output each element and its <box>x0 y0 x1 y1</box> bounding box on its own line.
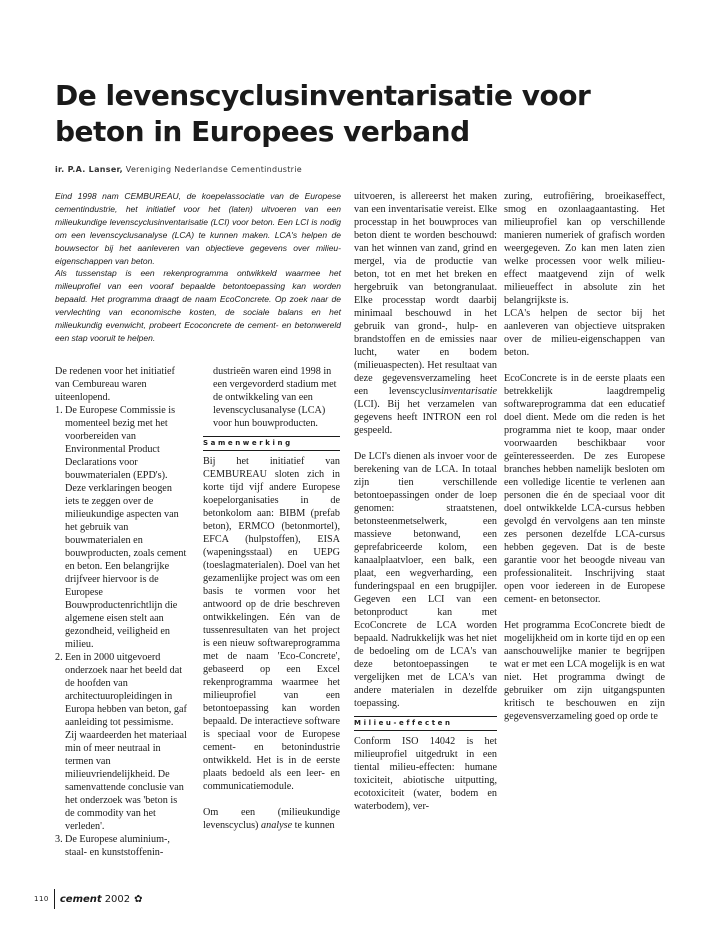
author-line <box>55 164 655 176</box>
list-number: 2. <box>55 652 63 663</box>
magazine-name: cement <box>59 893 102 905</box>
body-paragraph: EcoConcrete is in de eerste plaats een betrekkelijk laagdrempelig softwareprogramma dat een educatief doel dient. Mede om die reden is het programma niet te koop, maar onder voorwaarden beschikbaar voor geïnteresseerden. De zes Europese branches hebben namelijk besloten om een volledige licentie te verlenen aan personen die én de speciaal voor dit doel ontwikkelde LCA-cursus hebben gevolgd én vervolgens aan ten minste zes personen dezelfde LCA-cursus hebben gegeven. Dat is de beste garantie voor het beoogde niveau van professionaliteit. Inschrijving staat open voor iedereen in de Europese cement- en betonsector. <box>504 373 665 605</box>
magazine-year: 2002 <box>104 893 131 905</box>
footer-divider <box>54 889 55 909</box>
list-text: De Europese aluminium-, staal- en kunststoffenin- <box>65 834 170 858</box>
list-text: De Europese Commissie is momenteel bezig met het voorbereiden van Environmental Product Declarations voor bouwmaterialen (EPD's). Deze verklaringen beogen iets te zeggen over de milieukundige aspecten van het gebruik van bouwmaterialen en bouwproducten, zoals cement en beton. Een belangrijke drijfveer hiervoor is de Europese Bouwproductenrichtlijn die algemene eisen stelt aan gezondheid, veiligheid en milieu. <box>65 405 187 650</box>
column-4 <box>504 190 665 723</box>
body-paragraph: zuring, eutrofiëring, broeikaseffect, smog en ozonlaagaantasting. Het milieuprofiel kan op verschillende manieren numeriek of grafisch worden weergegeven. Zo kan men laten zien welke processen voor welk milieu-effect maatgevend zijn of welk milieueffect in absolute zin het belangrijkste is. <box>504 191 665 306</box>
section-heading-samenwerking: Samenwerking <box>203 436 340 451</box>
author-affiliation: Vereniging Nederlandse Cementindustrie <box>122 165 303 174</box>
body-paragraph: Bij het initiatief van CEMBUREAU sloten zich in korte tijd vijf andere Europese koepelorganisaties in de betonkolom aan: BIBM (prefab beton), ERMCO (betonmortel), EFCA (hulpstoffen), EISA (wapeningsstaal) en UEPG (toeslagmaterialen). Doel van het gezamenlijke project was om een basis te vormen voor het antwoord op de drie beschreven ontwikkelingen. Eén van de tussenresultaten van het project is een nieuw softwareprogramma met de naam 'Eco-Concrete', gebaseerd op een Excel rekenprogramma waarmee het milieuprofiel van een betontoepassing kan worden bepaald. De interactieve software is speciaal voor de Europese cement- en betonindustrie ontwikkeld. Het is in de eerste plaats bedoeld als een leer- en communicatiemodule. <box>203 456 340 792</box>
page-footer <box>34 889 143 909</box>
page-number: 110 <box>34 895 49 903</box>
list-text: Een in 2000 uitgevoerd onderzoek naar het beeld dat de hoofden van architectuuropleidingen in Europa hebben van beton, gaf aanleiding tot pessimisme. Zij waardeerden het materiaal min of meer neutraal in termen van milieuvriendelijkheid. De samenvattende conclusie van het onderzoek was 'beton is de commodity van het verleden'. <box>65 652 187 832</box>
list-number: 3. <box>55 834 63 845</box>
gear-icon: ✿ <box>134 893 143 905</box>
section-heading-milieu-effecten: Milieu-effecten <box>354 716 497 731</box>
intro-paragraph: Als tussenstap is een rekenprogramma ontwikkeld waarmee het milieuprofiel van een vooraf bepaalde betontoepassing kan worden bepaald. Het programma draagt de naam EcoConcrete. Op zoek naar de vervlechting van economische kosten, de sociale balans en het milieukundig evenwicht, probeert Ecoconcrete de cement- en betonwereld een stap vooruit te helpen. <box>55 268 341 343</box>
list-number: 1. <box>55 405 63 416</box>
reasons-list <box>55 404 187 859</box>
list-continuation: dustrieën waren eind 1998 in een vergevorderd stadium met de ontwikkeling van een levenscyclusanalyse (LCA) voor hun bouwproducten. <box>213 366 337 429</box>
column-3 <box>354 190 497 813</box>
body-paragraph: LCA's helpen de sector bij het aanleveren van objectieve uitspraken over de milieu-eigenschappen van beton. <box>504 308 665 358</box>
author-name: ir. P.A. Lanser, <box>55 165 123 174</box>
list-item <box>55 651 187 833</box>
body-paragraph: Conform ISO 14042 is het milieuprofiel uitgedrukt in een tiental milieu-effecten: humane toxiciteit, abiotische uitputting, ecotoxiciteit (water, bodem en waterbodem), ver- <box>354 736 497 812</box>
body-paragraph: Om een (milieukundige levenscyclus) analyse te kunnen <box>203 807 340 831</box>
column-2 <box>203 365 340 832</box>
body-paragraph: De LCI's dienen als invoer voor de berekening van de LCA. In totaal zijn tien verschillende betontoepassingen onder de loep genomen: straatstenen, betonsteenmetselwerk, een massieve betonwand, een geprefabriceerde kolom, een kanaalplaatvloer, een balk, een plaat, een wegverharding, een funderingspaal en een brugpijler. Gegeven een LCI van een betonproduct kan met EcoConcrete de LCA worden bepaald. Nadrukkelijk was het niet de bedoeling om de LCA's van deze betontoepassingen te vergelijken met de LCA's van andere materialen in dezelfde toepassing. <box>354 451 497 709</box>
column-1-lead: De redenen voor het initiatief van Cembureau waren uiteenlopend. <box>55 366 175 403</box>
body-paragraph: Het programma EcoConcrete biedt de mogelijkheid om in korte tijd en op een aanschouwelijke manier te begrijpen wat er met een LCA mogelijk is en wat niet. Het programma dwingt de gebruiker om zijn uitgangspunten kritisch te beschouwen en zijn gegevensverzameling goed op orde te <box>504 620 665 722</box>
column-1 <box>55 365 187 859</box>
list-item <box>55 833 187 859</box>
body-paragraph: uitvoeren, is allereerst het maken van een inventarisatie vereist. Elke processtap in het bouwproces van beton dient te worden beschouwd: van het winnen van zand, grind en mergel, via de productie van beton, tot en met het breken en hergebruik van betongranulaat. Elke processtap wordt daarbij minimaal beschouwd in het gebruik van grond-, hulp- en brandstoffen en de emissies naar lucht, water en bodem (milieuaspecten). Het resultaat van deze gegevensverzameling heet een levenscyclusinventarisatie (LCI). Bij het verzamelen van gegevens heeft INTRON een rol gespeeld. <box>354 191 497 436</box>
intro-paragraph: Eind 1998 nam CEMBUREAU, de koepelassociatie van de Europese cementindustrie, het initiatief voor het (laten) uitvoeren van een milieukundige levenscyclusinventarisatie (LCI) voor beton. Een LCI is nodig om een levenscyclusanalyse (LCA) te kunnen maken. LCA's helpen de bouwsector bij het aanleveren van objectieve gegevens over milieu-eigenschappen van beton. <box>55 191 341 266</box>
article-title: De levenscyclusinventarisatie voor beton in Europees verband <box>55 79 591 148</box>
list-item <box>55 404 187 651</box>
intro-block <box>55 190 341 345</box>
